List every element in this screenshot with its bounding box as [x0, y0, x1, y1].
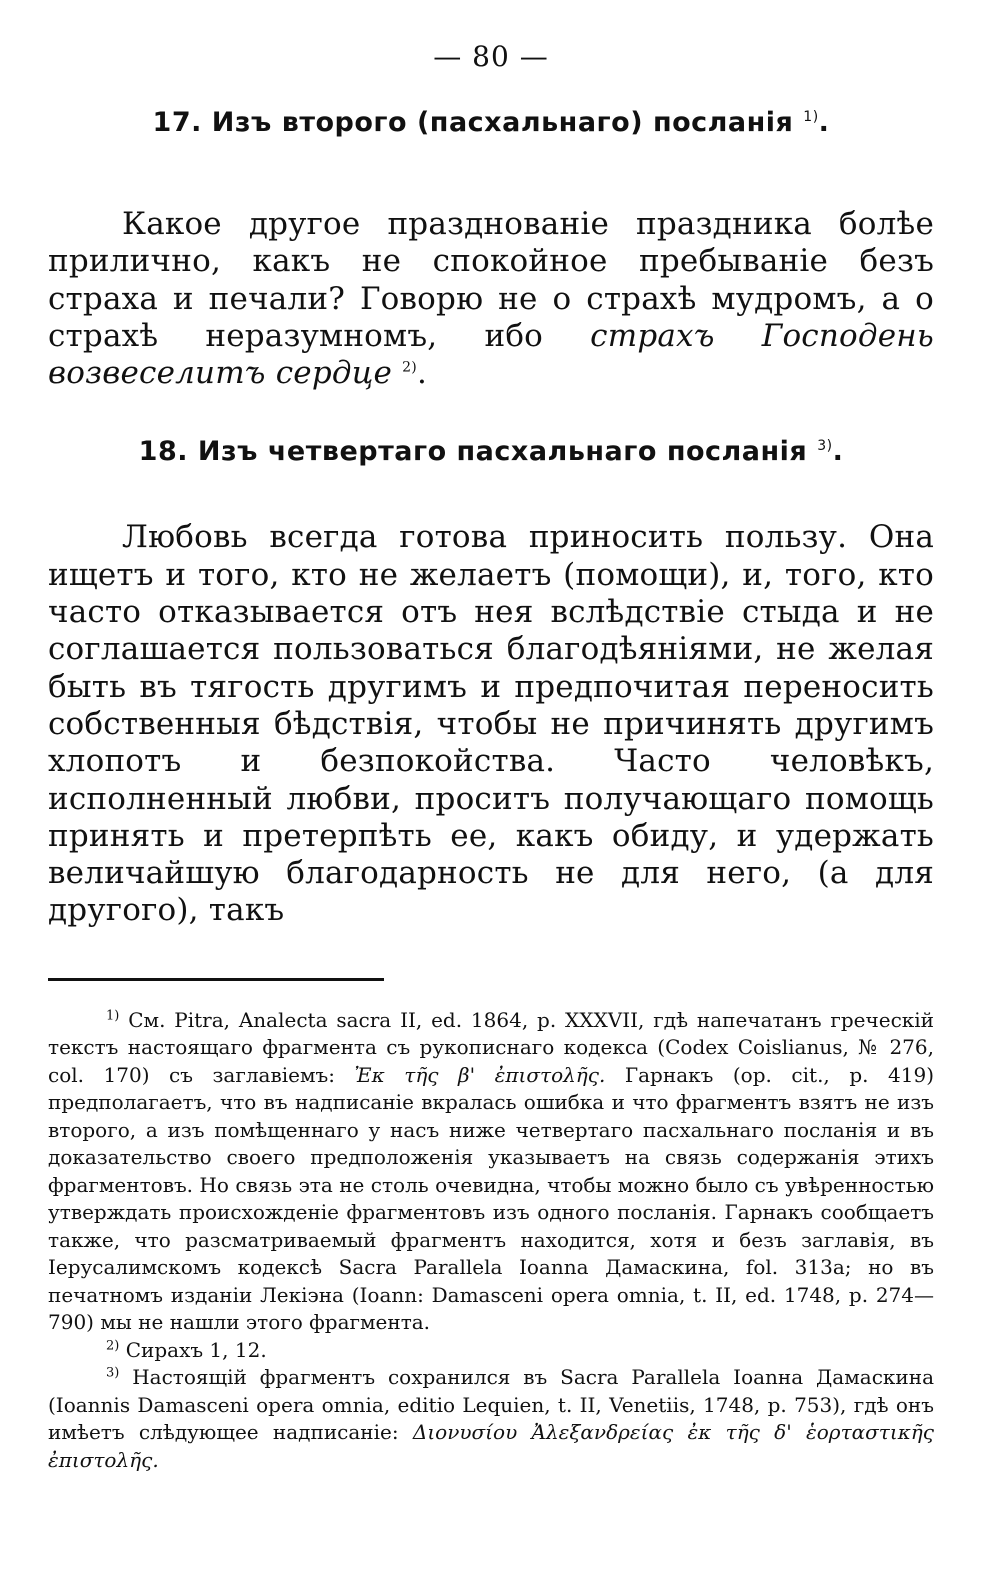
footnote-3-greek: Διονυσίου Ἀλεξανδρείας ἐκ τῆς δ' ἑορταστικῆς ἐπιστολῆς.	[48, 1420, 934, 1472]
footnote-1-text-cont: Гарнакъ (op. cit., p. 419) предполагаетъ, что въ надписаніе вкралась ошибка и что фрагментъ взятъ не изъ второго, а изъ помѣщеннаго у насъ ниже четвертаго пасхальнаго посланія и въ доказательство своего предположенія указываетъ на связь содержанія этихъ фрагментовъ. Но связь эта не столь очевидна, чтобы можно было съ увѣренностью утверждать происхожденіе фрагментовъ изъ одного посланія. Гарнакъ сообщаетъ также, что разсматриваемый фрагментъ находится, хотя и безъ заглавія, въ Іерусалимскомъ кодексѣ Sacra Parallela Ioanna Дамаскина, fol. 313a; но въ печатномъ изданіи Лекіэна (Ioann: Damasceni opera omnia, t. II, ed. 1748, p. 274—790) мы не нашли этого фрагмента.	[48, 1062, 935, 1335]
section-18-paragraph: Любовь всегда готова приносить пользу. Она ищетъ и того, кто не желаетъ (помощи), и, того, кто часто отказывается отъ нея вслѣдствіе стыда и не соглашается пользоваться благодѣяніями, не желая быть въ тягость другимъ и предпочитая переносить собственныя бѣдствія, чтобы не причинять другимъ хлопотъ и безпокойства. Часто человѣкъ, исполненный любви, проситъ получающаго помощь принять и претерпѣть ее, какъ обиду, и удержать величайшую благодарность не для него, (а для другого), такъ	[48, 519, 934, 929]
footnote-ref-2[interactable]: 2)	[402, 359, 417, 376]
footnote-3-number: 3)	[106, 1365, 120, 1381]
footnote-1-greek: Ἐκ τῆς β' ἐπιστολῆς.	[354, 1062, 606, 1087]
page-number: — 80 —	[433, 40, 549, 73]
footnote-2-number: 2)	[106, 1338, 120, 1354]
footnote-ref-3[interactable]: 3)	[817, 438, 833, 455]
footnote-ref-1[interactable]: 1)	[803, 109, 819, 125]
footnote-3	[48, 1364, 934, 1474]
scripture-quote: страхъ Господень возвеселитъ сердце	[48, 317, 934, 392]
section-18-heading-text: 18. Изъ четвертаго пасхальнаго посланія	[138, 436, 808, 468]
section-17-end: .	[416, 355, 428, 392]
section-17-heading: 17. Изъ второго (пасхальнаго) посланія $^{1)}$.	[152, 107, 830, 138]
footnote-2	[48, 1337, 934, 1365]
footnote-1-text: См. Pitra, Analecta sacra II, ed. 1864, p. XXXVII, гдѣ напечатанъ греческій текстъ настоящаго фрагмента съ рукописнаго кодекса (Codex Coislianus, № 276, col. 170) съ заглавіемъ:	[48, 1007, 934, 1087]
footnote-2-text: Сирахъ 1, 12.	[125, 1337, 267, 1362]
footnote-divider	[48, 978, 384, 981]
section-17-text: Какое другое празднованіе праздника болѣе прилично, какъ не спокойное пребываніе безъ страха и печали? Говорю не о страхѣ мудромъ, а о страхѣ неразумномъ, ибо	[48, 206, 934, 354]
document-page	[48, 40, 934, 1474]
footnote-3-text: Настоящій фрагментъ сохранился въ Sacra Parallela Ioanна Дамаскина (Ioannis Damasceni opera omnia, editio Lequien, t. II, Venetiis, 1748, p. 753), гдѣ онъ имѣетъ слѣдующее надписаніе:	[48, 1365, 934, 1445]
section-17-paragraph	[48, 206, 934, 392]
footnote-1	[48, 1007, 934, 1337]
footnote-1-number: 1)	[106, 1008, 120, 1024]
section-17-heading-text: 17. Изъ второго (пасхальнаго) посланія	[152, 107, 794, 138]
section-18-heading: 18. Изъ четвертаго пасхальнаго посланія $^{3)}$.	[138, 436, 844, 468]
